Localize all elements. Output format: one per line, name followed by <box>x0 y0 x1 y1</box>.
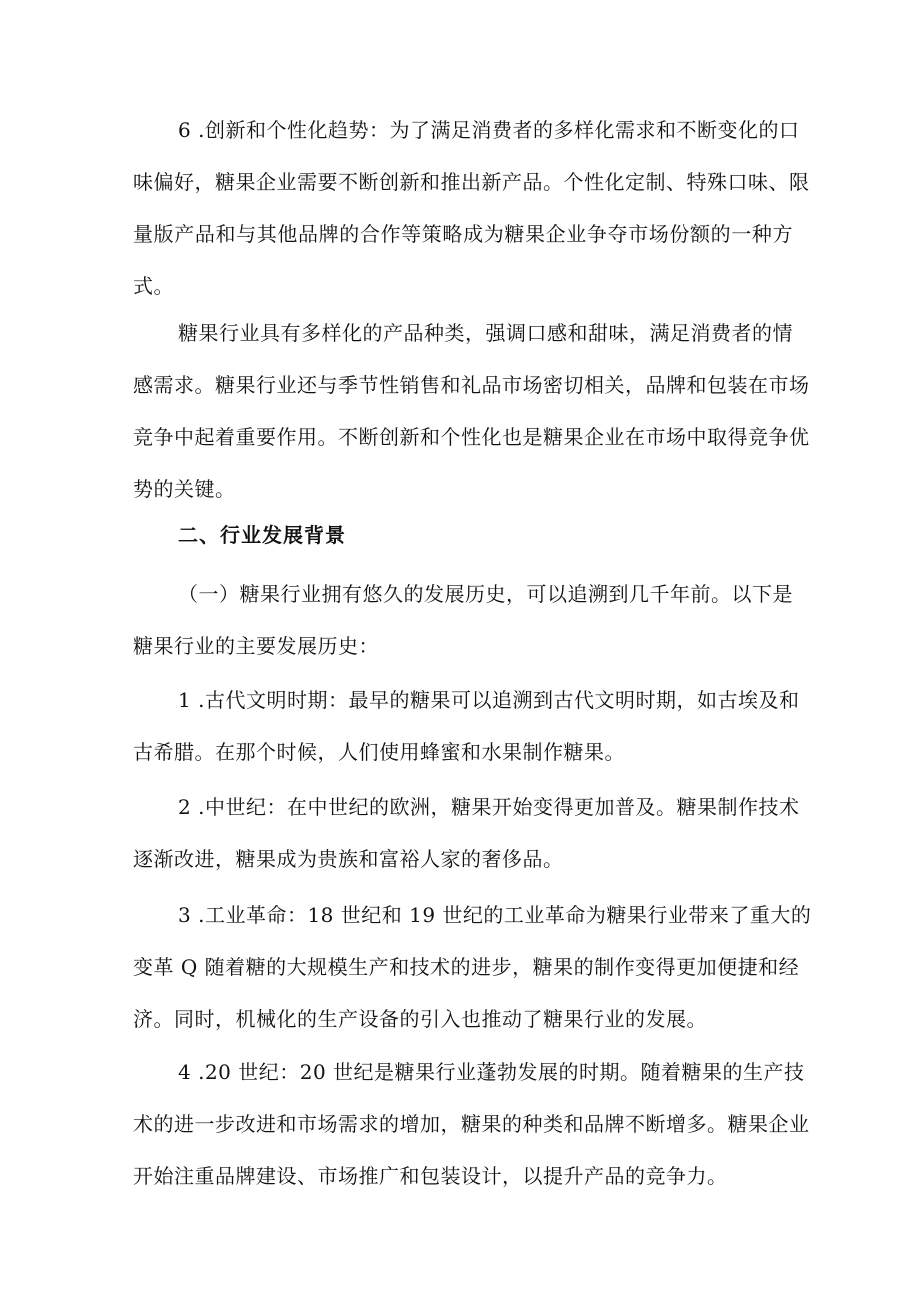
paragraph-history-industrial <box>133 889 812 1045</box>
text-line: 式。 <box>133 274 174 298</box>
text-line: 3 .工业革命：18 世纪和 19 世纪的工业革命为糖果行业带来了重大的 <box>178 903 812 927</box>
text-line: 2 .中世纪：在中世纪的欧洲，糖果开始变得更加普及。糖果制作技术 <box>178 795 800 819</box>
paragraph-innovation-trend <box>133 104 810 312</box>
paragraph-history-medieval <box>133 781 800 885</box>
text-line: （一）糖果行业拥有悠久的发展历史，可以追溯到几千年前。以下是 <box>178 582 793 606</box>
text-line: 开始注重品牌建设、市场推广和包装设计，以提升产品的竞争力。 <box>133 1164 728 1188</box>
section-heading: 二、行业发展背景 <box>178 523 346 547</box>
text-line: 味偏好，糖果企业需要不断创新和推出新产品。个性化定制、特殊口味、限 <box>133 170 810 194</box>
text-line: 变革 Q 随着糖的大规模生产和技术的进步，糖果的制作变得更加便捷和经 <box>133 955 800 979</box>
text-line: 古希腊。在那个时候，人们使用蜂蜜和水果制作糖果。 <box>133 740 625 764</box>
paragraph-history-20th-century <box>133 1046 810 1202</box>
text-line: 济。同时，机械化的生产设备的引入也推动了糖果行业的发展。 <box>133 1007 707 1031</box>
text-line: 6 .创新和个性化趋势：为了满足消费者的多样化需求和不断变化的口 <box>178 118 800 142</box>
text-line: 竞争中起着重要作用。不断创新和个性化也是糖果企业在市场中取得竞争优 <box>133 425 810 449</box>
paragraph-history-ancient <box>133 674 800 778</box>
paragraph-history-intro <box>133 568 793 672</box>
text-line: 4 .20 世纪：20 世纪是糖果行业蓬勃发展的时期。随着糖果的生产技 <box>178 1060 805 1084</box>
paragraph-industry-summary <box>133 307 810 515</box>
text-line: 量版产品和与其他品牌的合作等策略成为糖果企业争夺市场份额的一种方 <box>133 222 793 246</box>
text-line: 感需求。糖果行业还与季节性销售和礼品市场密切相关，品牌和包装在市场 <box>133 373 810 397</box>
text-line: 糖果行业的主要发展历史： <box>133 634 379 658</box>
text-line: 糖果行业具有多样化的产品种类，强调口感和甜味，满足消费者的情 <box>178 321 793 345</box>
text-line: 1 .古代文明时期：最早的糖果可以追溯到古代文明时期，如古埃及和 <box>178 688 800 712</box>
text-line: 势的关键。 <box>133 477 236 501</box>
text-line: 术的进一步改进和市场需求的增加，糖果的种类和品牌不断增多。糖果企业 <box>133 1112 810 1136</box>
text-line: 逐渐改进，糖果成为贵族和富裕人家的奢侈品。 <box>133 847 564 871</box>
